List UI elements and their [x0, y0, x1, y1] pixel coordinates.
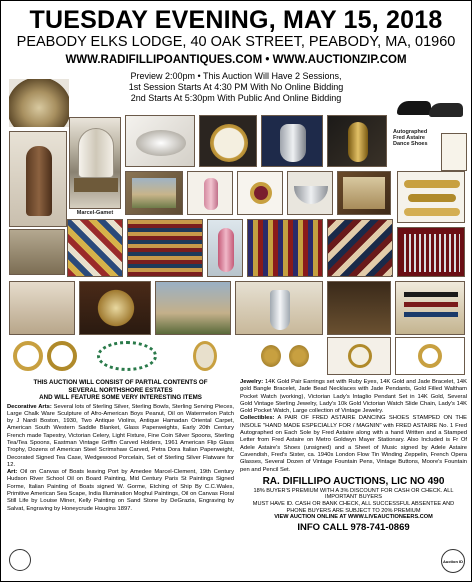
textile-photo — [327, 219, 393, 277]
framed-art-photo — [337, 171, 391, 215]
pendant-photo — [167, 337, 243, 375]
watch-chain-photo — [327, 337, 391, 375]
silver-bowl-photo — [287, 171, 333, 215]
porcelain-figure-photo — [207, 219, 243, 277]
estates-heading-line-2: SEVERAL NORTHSHORE ESTATES — [68, 386, 173, 394]
art-paragraph — [7, 469, 234, 513]
bangle-bracelets-photo — [9, 337, 87, 375]
auctioneer-seal-icon — [9, 549, 31, 571]
gold-jewelry-photo — [397, 171, 465, 223]
decorative-arts-label: Decorative Arts: — [7, 403, 52, 410]
decorative-arts-text: Several lots of Sterling Silver, Sterling Bowls, Sterling Serving Pieces, Large Chalk Ware Sculpture of Afro-American Boys Peanut, Oil on Watermelon Patch by J Nardi Boston, 1930, Two Antique Violins, Antique Hamadan Oriental Carpet, American South Western Saddle Blanket, Glass Paperweights, Early 20th Century French made Tapestry, Victorian Celery, Light Fixture, Fine Coin Silver Spoons, Sterling Tea/Tea Spoons, Eastman Vintage Griffin Carved Holders, 1961 American Flip Glass Trophy, Dozens of American Steel Scrimshaw Carved, Petra Dora Italian Paperweight, Decorated Signed Tea Case, Wedgewood Porcelain, Set of Sterling Silver Flatware for 12. — [7, 403, 234, 468]
terms-line-1: 18% BUYER'S PREMIUM WITH A 3% DISCOUNT FOR CASH OR CHECK. ALL IMPORTANT BUYERS — [253, 487, 454, 501]
jewelry-paragraph — [240, 379, 467, 415]
chalkware-sculpture-photo — [9, 131, 67, 227]
website-links[interactable]: WWW.RADIFILLIPOANTIQUES.COM • WWW.AUCTIONZIP.COM — [65, 54, 407, 66]
auction-id-logo-text: Auction ID — [443, 558, 463, 564]
session-2-line: 2nd Starts At 5:30pm With Public And Online Bidding — [130, 93, 342, 103]
terms-line-2: MUST HAVE ID. CASH OR BANK CHECK, ALL SUCCESSFUL ABSENTEE AND — [252, 501, 455, 508]
oriental-carpet-photo — [127, 219, 203, 277]
description-columns — [7, 379, 467, 533]
venue-address: PEABODY ELKS LODGE, 40 OAK STREET, PEABODY, MA, 01960 — [16, 34, 456, 50]
photo-collage — [5, 97, 469, 377]
phone-number[interactable]: INFO CALL 978-741-0869 — [297, 521, 410, 533]
landscape-painting-photo — [155, 281, 231, 335]
page-title: TUESDAY EVENING, MAY 15, 2018 — [29, 6, 443, 34]
terms-line-3: PHONE BUYERS ARE SUBJECT TO 20% PREMIUM — [286, 507, 421, 514]
pocket-watch-photo — [199, 115, 257, 167]
collectibles-text: A PAIR OF FRED ASTAIRE DANCING SHOES STAMPED ON THE INSOLE "HAND MADE ESPECIALLY FOR / MAGNIN" with FRED ASTAIRE No. 1 Fred Autographed on Each Sole by Fred Astaire along with a hand Written and a Stamped Letter from Fred Astaire on Metro Goldwyn Mayer Stationary. Also Included is Fr Of Adele Astaire's Shoes (unsigned) and a Sheet of Music signed by Adele Astaire Cavendish, Fred's Sister, ca. 1940s London Flow Tin Winding Zeppelin, French Opera Glasses, Several Dozen of Vintage Fountain Pens, Vintage Buttons, Moore's Fountain pen and Pencil Set. — [240, 415, 467, 473]
art-label: Art: — [7, 469, 18, 476]
ring-photo — [395, 337, 465, 375]
autograph-photo — [441, 133, 467, 171]
jewelry-label: Jewelry: — [240, 379, 264, 385]
tapestry-photo — [247, 219, 323, 277]
estates-heading-line-3: AND WILL FEATURE SOME VERY INTERESTING ITEMS — [39, 394, 202, 401]
brass-bowl-photo — [9, 79, 69, 127]
left-column — [7, 379, 234, 533]
oil-painting-photo — [125, 171, 183, 215]
estates-heading-line-1: THIS AUCTION WILL CONSIST OF PARTIAL CONTENTS OF — [33, 379, 208, 386]
decorative-arts-paragraph — [7, 404, 234, 470]
cheese-dome-photo — [69, 117, 121, 209]
online-bidding-link[interactable]: VIEW AUCTION ONLINE AT WWW.LIVEAUCTIONEERS.COM — [274, 514, 433, 521]
gold-items-photo — [9, 281, 75, 335]
silver-dish-photo — [125, 115, 195, 167]
jewelry-brooch-photo — [237, 171, 283, 215]
bead-necklace-photo — [91, 337, 163, 375]
right-column — [240, 379, 467, 533]
gilt-vase-photo — [327, 115, 387, 167]
collectibles-paragraph — [240, 415, 467, 473]
estates-heading — [7, 379, 234, 402]
violin-case-photo — [9, 229, 65, 275]
session-1-line: 1st Session Starts At 4:30 PM With No Online Bidding — [128, 82, 344, 92]
company-name: RA. DIFILLIPO AUCTIONS, LIC NO 490 — [262, 475, 445, 487]
art-text: Oil on Canvas of Boats leaving Port by Amedee Marcel-Clement, 19th Century Hudson River School Oil on Board Painting, Mid Century Paris St Paintings Signed Forme, Italian Painting of Boats signed W. Gorme, Etching of Ship By C.C.Wales, Primitive American Sea Scape, India Illumination Moghul Paintings, Oil on Canvas Floral Still Life by Louise Miner, Kelly Painting on Sand Stone by DeGrazia, Engraving by Salvat, Engraving by Honeycrude Hougins 1897. — [7, 469, 234, 512]
chandelier-photo — [79, 281, 151, 335]
auction-id-logo-icon — [441, 549, 465, 573]
flatware-set-photo — [397, 227, 465, 277]
antique-furniture-photo — [327, 281, 391, 335]
flyer-header — [1, 7, 471, 104]
sterling-pitcher-photo — [261, 115, 323, 167]
jewelry-text: 14K Gold Pair Earrings set with Ruby Eyes, 14K Gold and Jade Bracelet, 14K gold Bangle Bracelet, Jade Bead Necklaces with Jade Pendants, Gold Filled Waltham Pocket Watch (working), Victorian Lady's Intaglio Pendant Set in 14K Gold, Several Gold Vintage Sterling Jewelry, Lady's 10k Gold Victorian Watch Slide Chain, Lady's 14K Gold Pocket Watch, Large collection of Vintage Jewelry. — [240, 379, 467, 415]
dance-shoes-photo — [395, 91, 465, 127]
dance-shoes-caption: Autographed Fred Astaire Dance Shoes — [393, 129, 428, 147]
earrings-photo — [247, 337, 323, 375]
pink-figurine-photo — [187, 171, 233, 215]
collectibles-label: Collectibles: — [240, 415, 275, 422]
glass-trophy-photo — [235, 281, 323, 335]
fountain-pens-photo — [395, 281, 465, 335]
preview-line: Preview 2:00pm • This Auction Will Have 2 Sessions, — [130, 71, 342, 81]
quilt-photo — [67, 219, 123, 277]
cheese-dome-caption: Marcel-Gamet — [76, 210, 114, 216]
